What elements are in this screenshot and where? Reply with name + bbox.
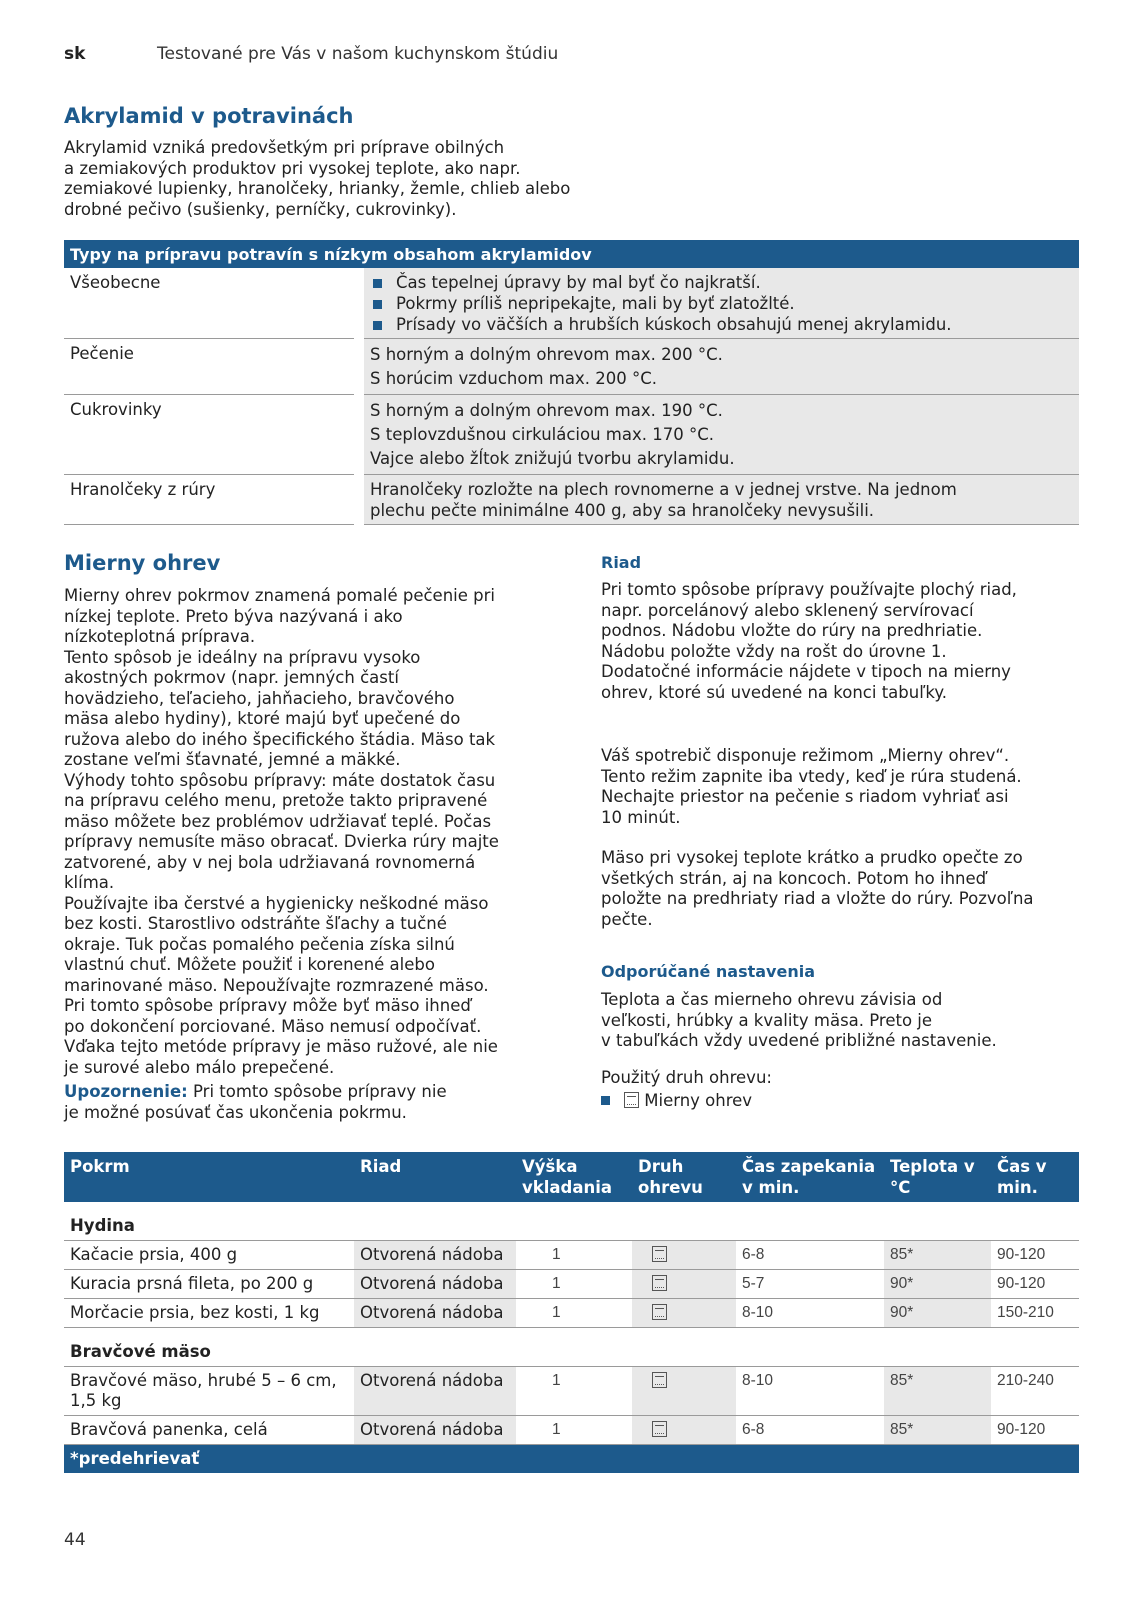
intro-line: a zemiakových produktov pri vysokej teplote, ako napr. xyxy=(64,158,521,178)
intro-line: drobné pečivo (sušienky, perníčky, cukrovinky). xyxy=(64,199,457,219)
table-row xyxy=(64,1416,1079,1445)
cell-time: 90-120 xyxy=(991,1270,1079,1299)
table-row xyxy=(64,268,1079,339)
footnote-row xyxy=(64,1445,1079,1474)
gentle-heat-icon xyxy=(652,1372,667,1388)
note xyxy=(64,1082,554,1103)
cell-vessel: Otvorená nádoba xyxy=(354,1241,516,1270)
acrylamide-tips-table xyxy=(64,240,1079,525)
gentle-heat-icon xyxy=(624,1092,639,1108)
heating-type xyxy=(601,1068,1081,1111)
cell-temperature: 85* xyxy=(884,1241,991,1270)
table-row xyxy=(64,1270,1079,1299)
body-line: Výhody tohto spôsobu prípravy: máte dostatok času xyxy=(64,770,496,790)
cell-dish: Kačacie prsia, 400 g xyxy=(64,1241,354,1270)
bullet-item: Čas tepelnej úpravy by mal byť čo najkratší. xyxy=(370,272,1073,293)
cell-vessel: Otvorená nádoba xyxy=(354,1270,516,1299)
body-line: Pri tomto spôsobe prípravy môže byť mäso ihneď xyxy=(64,996,471,1015)
content-line: S horným a dolným ohrevom max. 200 °C. xyxy=(370,345,723,364)
body-line: mäsa alebo hydiny), ktoré majú byť upečené do xyxy=(64,709,461,728)
body-line: v tabuľkách vždy uvedené približné nastavenie. xyxy=(601,1031,997,1050)
cell-bake-time: 5-7 xyxy=(736,1270,884,1299)
cell-heating xyxy=(632,1270,736,1299)
recommended-title: Odporúčané nastavenia xyxy=(601,962,815,981)
body-line: zatvorené, aby v nej bola udržiavaná rovnomerná xyxy=(64,852,476,872)
body-line: klíma. xyxy=(64,873,115,892)
row-label: Pečenie xyxy=(64,339,359,395)
dish-title: Riad xyxy=(601,553,642,572)
body-line: Nádobu položte vždy na rošt do úrovne 1. xyxy=(601,641,947,661)
body-line: Používajte iba čerstvé a hygienicky neškodné mäso xyxy=(64,893,489,913)
body-line: po dokončení porciované. Mäso nemusí odpočívať. xyxy=(64,1016,482,1036)
cell-dish: Bravčová panenka, celá xyxy=(64,1416,354,1445)
row-content xyxy=(359,475,1079,525)
row-content xyxy=(359,268,1079,339)
content-line: S horúcim vzduchom max. 200 °C. xyxy=(370,369,657,388)
body-line: podnos. Nádobu vložte do rúry na predhriatie. xyxy=(601,621,983,640)
content-line: Vajce alebo žĺtok znižujú tvorbu akrylamidu. xyxy=(370,449,735,468)
table-row xyxy=(64,339,1079,395)
dish-body-3 xyxy=(601,848,1081,930)
table-row xyxy=(64,1299,1079,1328)
heating-label: Použitý druh ohrevu: xyxy=(601,1068,772,1087)
cell-temperature: 85* xyxy=(884,1367,991,1416)
content-line: S teplovzdušnou cirkuláciou max. 170 °C. xyxy=(370,425,714,444)
cell-heating xyxy=(632,1299,736,1328)
intro-line: zemiakové lupienky, hranolčeky, hrianky, žemle, chlieb alebo xyxy=(64,179,571,198)
gentle-heat-icon xyxy=(652,1421,667,1437)
body-line: ohrev, ktoré sú uvedené na konci tabuľky. xyxy=(601,682,948,702)
col-header-bake-time: Čas zapekania v min. xyxy=(736,1152,884,1202)
body-line: hovädzieho, teľacieho, jahňacieho, bravčového xyxy=(64,688,455,708)
group-title: Hydina xyxy=(64,1202,1079,1241)
cell-bake-time: 8-10 xyxy=(736,1367,884,1416)
col-header-vessel: Riad xyxy=(354,1152,516,1202)
cell-vessel: Otvorená nádoba xyxy=(354,1367,516,1416)
cell-level: 1 xyxy=(516,1299,632,1328)
body-line: Váš spotrebič disponuje režimom „Mierny ohrev“. xyxy=(601,746,1010,765)
cell-heating xyxy=(632,1416,736,1445)
cell-time: 90-120 xyxy=(991,1241,1079,1270)
body-line: bez kosti. Starostlivo odstráňte šľachy a tučné xyxy=(64,914,447,933)
body-line: 10 minút. xyxy=(601,807,681,827)
col-header-heating: Druh ohrevu xyxy=(632,1152,736,1202)
body-line: akostných pokrmov (napr. jemných častí xyxy=(64,668,399,687)
body-line: Teplota a čas mierneho ohrevu závisia od xyxy=(601,990,943,1009)
gentle-heat-body xyxy=(64,586,554,1123)
row-content xyxy=(359,395,1079,475)
body-line: vlastnú chuť. Môžete použiť i korenené alebo xyxy=(64,955,435,974)
cell-temperature: 90* xyxy=(884,1299,991,1328)
gentle-heat-icon xyxy=(652,1304,667,1320)
cell-vessel: Otvorená nádoba xyxy=(354,1299,516,1328)
dish-body xyxy=(601,580,1081,703)
footnote: *predehrievať xyxy=(64,1445,1079,1474)
bullet-item: Pokrmy príliš nepripekajte, mali by byť zlatožlté. xyxy=(370,293,1073,314)
col-header-temperature: Teplota v °C xyxy=(884,1152,991,1202)
cell-vessel: Otvorená nádoba xyxy=(354,1416,516,1445)
body-line: veľkosti, hrúbky a kvality mäsa. Preto je xyxy=(601,1010,933,1030)
heating-mode: Mierny ohrev xyxy=(644,1090,753,1110)
cell-heating xyxy=(632,1241,736,1270)
acrylamide-table-header: Typy na prípravu potravín s nízkym obsahom akrylamidov xyxy=(64,240,1079,268)
acrylamide-title: Akrylamid v potravinách xyxy=(64,104,354,128)
cell-time: 210-240 xyxy=(991,1367,1079,1416)
body-line: ružova alebo do iného špecifického štádia. Mäso tak xyxy=(64,729,496,749)
cell-bake-time: 6-8 xyxy=(736,1416,884,1445)
cell-level: 1 xyxy=(516,1416,632,1445)
heating-mode-item xyxy=(601,1091,1081,1112)
body-line: Nechajte priestor na pečenie s riadom vyhriať asi xyxy=(601,787,1009,806)
col-header-level: Výška vkladania xyxy=(516,1152,632,1202)
group-title: Bravčové mäso xyxy=(64,1328,1079,1367)
body-line: na prípravu celého menu, pretože takto pripravené xyxy=(64,791,488,810)
row-content xyxy=(359,339,1079,395)
settings-table xyxy=(64,1152,1079,1473)
body-line: marinované mäso. Nepoužívajte rozmrazené mäso. xyxy=(64,975,489,995)
table-row xyxy=(64,395,1079,475)
running-header: Testované pre Vás v našom kuchynskom štúdiu xyxy=(157,44,559,64)
page-number: 44 xyxy=(64,1530,86,1550)
intro-line: Akrylamid vzniká predovšetkým pri príprave obilných xyxy=(64,138,505,157)
cell-level: 1 xyxy=(516,1270,632,1299)
note-line: je možné posúvať čas ukončenia pokrmu. xyxy=(64,1102,407,1122)
body-line: pečte. xyxy=(601,909,653,929)
gentle-heat-title: Mierny ohrev xyxy=(64,551,221,575)
gentle-heat-icon xyxy=(652,1275,667,1291)
table-row xyxy=(64,1241,1079,1270)
gentle-heat-icon xyxy=(652,1246,667,1262)
note-label: Upozornenie: xyxy=(64,1082,188,1101)
cell-dish: Morčacie prsia, bez kosti, 1 kg xyxy=(64,1299,354,1328)
body-line: Tento spôsob je ideálny na prípravu vysoko xyxy=(64,647,421,667)
cell-dish: Kuracia prsná fileta, po 200 g xyxy=(64,1270,354,1299)
body-line: napr. porcelánový alebo sklenený servírovací xyxy=(601,600,974,620)
bullet-icon xyxy=(601,1096,610,1105)
cell-time: 90-120 xyxy=(991,1416,1079,1445)
language-code: sk xyxy=(64,44,86,64)
content-line: Hranolčeky rozložte na plech rovnomerne a v jednej vrstve. Na jednom xyxy=(370,480,957,499)
body-line: prípravy nemusíte mäso obracať. Dvierka rúry majte xyxy=(64,832,499,851)
cell-level: 1 xyxy=(516,1241,632,1270)
cell-heating xyxy=(632,1367,736,1416)
body-line: Dodatočné informácie nájdete v tipoch na mierny xyxy=(601,662,1011,681)
body-line: Mäso pri vysokej teplote krátko a prudko opečte zo xyxy=(601,848,1023,867)
body-line: všetkých strán, aj na koncoch. Potom ho ihneď xyxy=(601,868,987,888)
body-line: nízkej teplote. Preto býva nazývaná i ako xyxy=(64,606,403,626)
group-row xyxy=(64,1202,1079,1241)
body-line: položte na predhriaty riad a vložte do rúry. Pozvoľna xyxy=(601,889,1034,908)
note-text: Pri tomto spôsobe prípravy nie xyxy=(187,1082,447,1101)
cell-time: 150-210 xyxy=(991,1299,1079,1328)
content-line: plechu pečte minimálne 400 g, aby sa hranolčeky nevysušili. xyxy=(370,501,875,520)
cell-bake-time: 8-10 xyxy=(736,1299,884,1328)
acrylamide-intro xyxy=(64,138,624,220)
dish-body-2 xyxy=(601,746,1081,828)
body-line: zostane veľmi šťavnaté, jemné a mäkké. xyxy=(64,750,401,769)
table-row xyxy=(64,1367,1079,1416)
recommended-body xyxy=(601,990,1081,1052)
body-line: okraje. Tuk počas pomalého pečenia získa silnú xyxy=(64,934,455,954)
row-label: Hranolčeky z rúry xyxy=(64,475,359,525)
col-header-dish: Pokrm xyxy=(64,1152,354,1202)
group-row xyxy=(64,1328,1079,1367)
cell-bake-time: 6-8 xyxy=(736,1241,884,1270)
table-row xyxy=(64,475,1079,525)
content-line: S horným a dolným ohrevom max. 190 °C. xyxy=(370,401,723,420)
body-line: je surové alebo málo prepečené. xyxy=(64,1057,335,1077)
cell-dish: Bravčové mäso, hrubé 5 – 6 cm, 1,5 kg xyxy=(64,1367,354,1416)
bullet-item: Prísady vo väčších a hrubších kúskoch obsahujú menej akrylamidu. xyxy=(370,314,1073,335)
body-line: Tento režim zapnite iba vtedy, keď je rúra studená. xyxy=(601,766,1022,786)
body-line: Vďaka tejto metóde prípravy je mäso ružové, ale nie xyxy=(64,1037,498,1056)
cell-temperature: 85* xyxy=(884,1416,991,1445)
body-line: nízkoteplotná príprava. xyxy=(64,627,256,646)
body-line: Mierny ohrev pokrmov znamená pomalé pečenie pri xyxy=(64,586,495,605)
body-line: mäso môžete bez problémov udržiavať teplé. Počas xyxy=(64,811,492,831)
body-line: Pri tomto spôsobe prípravy používajte plochý riad, xyxy=(601,580,1017,599)
cell-level: 1 xyxy=(516,1367,632,1416)
row-label: Všeobecne xyxy=(64,268,359,339)
cell-temperature: 90* xyxy=(884,1270,991,1299)
col-header-time: Čas v min. xyxy=(991,1152,1079,1202)
row-label: Cukrovinky xyxy=(64,395,359,475)
